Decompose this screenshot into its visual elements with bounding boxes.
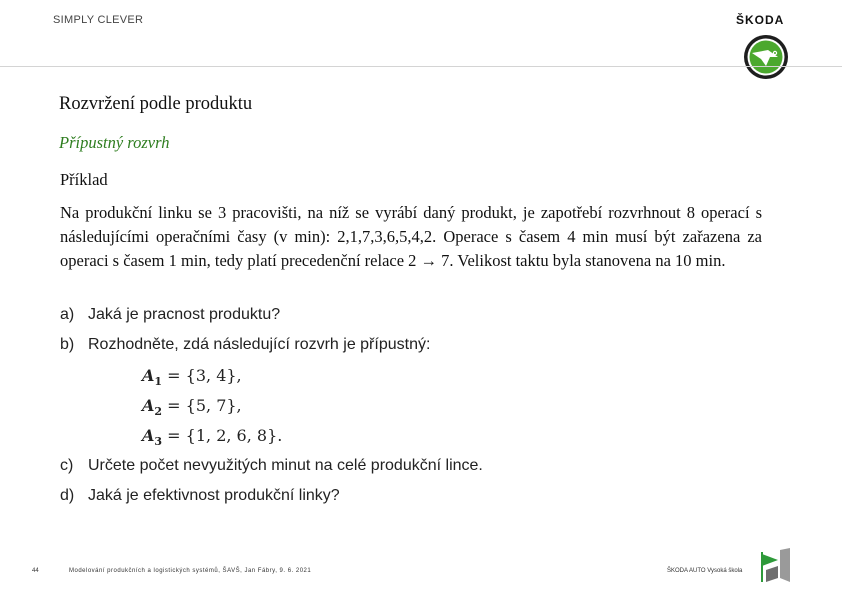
question-b [60, 336, 430, 354]
question-letter: d) [60, 487, 75, 504]
header-divider [0, 66, 842, 67]
set-a2 [142, 396, 242, 418]
brand-wordmark: ŠKODA [736, 13, 785, 27]
set-symbol: $A_2$ [142, 396, 163, 419]
page-number: 44 [32, 568, 39, 574]
example-label: Příklad [60, 170, 108, 189]
question-text: Rozhodněte, zdá následující rozvrh je přípustný: [88, 336, 431, 353]
slide-title: Rozvržení podle produktu [59, 94, 253, 114]
question-a [60, 306, 280, 324]
question-letter: a) [60, 306, 75, 323]
question-d [60, 487, 340, 505]
set-a3 [142, 426, 282, 448]
school-flag-logo-icon [758, 548, 792, 584]
set-value: = {5, 7}, [162, 396, 242, 415]
question-text: Jaká je pracnost produktu? [88, 306, 281, 323]
set-value: = {3, 4}, [162, 366, 242, 385]
question-text: Jaká je efektivnost produkční linky? [88, 487, 340, 504]
skoda-logo-icon [742, 33, 790, 81]
question-letter: b) [60, 336, 75, 353]
question-letter: c) [60, 457, 74, 474]
set-symbol: $A_3$ [142, 426, 163, 449]
set-symbol: $A_1$ [142, 366, 163, 389]
question-text: Určete počet nevyužitých minut na celé produkční lince. [88, 457, 483, 474]
slogan: SIMPLY CLEVER [53, 14, 144, 26]
question-c [60, 457, 483, 475]
set-a1 [142, 366, 242, 388]
footer-school-name: ŠKODA AUTO Vysoká škola [667, 568, 743, 574]
set-value: = {1, 2, 6, 8}. [162, 426, 283, 445]
problem-paragraph: Na produkční linku se 3 pracovišti, na níž se vyrábí daný produkt, je zapotřebí rozvrhnout 8 operací s následujícími operačními časy (v min): 2,1,7,3,6,5,4,2. Operace s časem 4 min musí být zařazena za operaci s časem 1 min, tedy platí precedenční relace 2 → 7. Velikost taktu byla stanovena na 10 min. [60, 203, 762, 270]
footer-text: Modelování produkčních a logistických systémů, ŠAVŠ, Jan Fábry, 9. 6. 2021 [69, 568, 312, 574]
slide-subtitle: Přípustný rozvrh [59, 133, 170, 152]
